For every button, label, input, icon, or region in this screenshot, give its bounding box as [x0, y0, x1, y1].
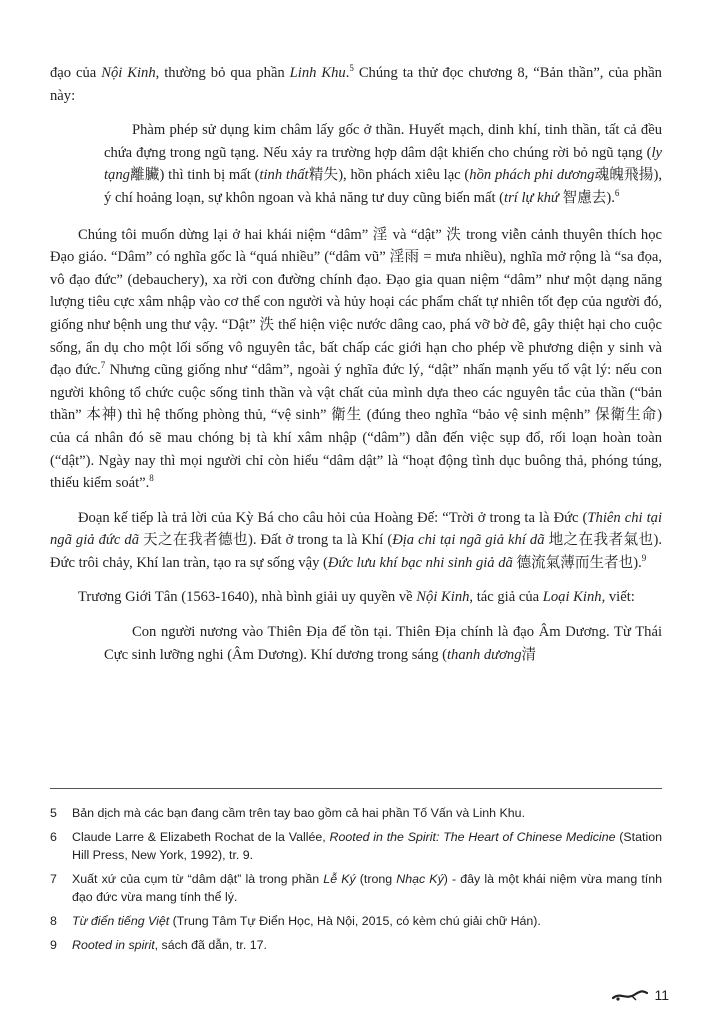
text-run: Nội Kinh [416, 589, 470, 606]
paragraph-2 [50, 224, 662, 495]
text-run: Đoạn kế tiếp là trả lời của Kỳ Bá cho câu hỏi của Hoàng Đế: “Trời ở trong ta là Đức ( [78, 509, 588, 526]
text-run: Trương Giới Tân (1563-1640), nhà bình giải uy quyền về [78, 589, 417, 606]
text-run: (Station Hill Press, New York, 1992), tr. 9. [72, 830, 662, 862]
footnote-ref[interactable]: 5 [349, 63, 354, 74]
text-run: Chúng tôi muốn dừng lại ở hai khái niệm “dâm” 淫 và “dật” 泆 trong viễn cảnh thuyên thích học Đạo giáo. “Dâm” có nghĩa gốc là “quá nhiều” (“dâm vũ” 淫雨 = mưa nhiều), nghĩa mở rộng là “sa đọa, vô đạo đức” (debauchery), xa rời con đường chính đạo. Đạo gia quan niệm “dâm” như một dạng năng lượng tiêu cực xâm nhập vào cơ thể con người và hủy hoại các phẩm chất tự nhiên tốt đẹp của người đó, giống như bệnh ung thư vậy. “Dật” 泆 thể hiện việc nước dâng cao, phá vỡ bờ đê, gây thiệt hại cho cuộc sống, ẩn dụ cho một lối sống vô nguyên tắc, bất chấp các giới hạn cho phép về phương diện y sinh và đạo đức. [50, 226, 662, 379]
footnote-5 [50, 804, 662, 822]
footnote-ref[interactable]: 9 [641, 553, 647, 564]
footnote-9 [50, 936, 662, 954]
paragraph-4 [50, 586, 662, 609]
text-run: tinh thất [259, 167, 309, 184]
text-run: Nhạc Ký [396, 872, 444, 886]
text-run: 精失 [308, 167, 339, 184]
text-run: ) thì tinh bị mất ( [159, 167, 260, 184]
text-run: 魂魄飛揚 [594, 167, 654, 184]
text-run: ), hồn phách xiêu lạc ( [338, 167, 470, 184]
text-run: 地之在我者氣也 [544, 532, 654, 549]
paragraph-3 [50, 507, 662, 575]
paragraph-1 [50, 62, 662, 107]
text-run: thanh dương [447, 646, 522, 663]
text-run: ) - đây là một khái niệm vừa mang tính đạo đức vừa mang tính thể lý. [72, 872, 662, 904]
main-text [50, 62, 662, 680]
footnote-number: 8 [50, 914, 57, 928]
footnote-ref[interactable]: 7 [100, 360, 106, 371]
text-run: Từ điển tiếng Việt [72, 914, 170, 928]
footnote-text [72, 912, 662, 930]
page-number: 11 [654, 987, 669, 1003]
text-run: Bản dịch mà các bạn đang cầm trên tay bao gồm cả hai phần Tố Vấn và Linh Khu. [72, 806, 526, 820]
quote-2 [104, 621, 662, 666]
text-run: Thiên chi tại ngã giả đức dã [50, 509, 662, 549]
text-run: Lễ Ký [323, 872, 356, 886]
text-run: 智慮去 [558, 189, 607, 206]
text-run: ). [633, 554, 642, 571]
text-run: ). Đất ở trong ta là Khí ( [247, 532, 393, 549]
footnote-6 [50, 828, 662, 864]
text-run: Xuất xứ của cụm từ “dâm dật” là trong phần [72, 872, 324, 886]
text-run: Phàm phép sử dụng kim châm lấy gốc ở thần. Huyết mạch, dinh khí, tinh thần, tất cả đều chứa đựng trong ngũ tạng. Nếu xảy ra trường hợp dâm dật khiến cho chúng rời bỏ ngũ tạng ( [104, 122, 662, 161]
text-run: Claude Larre & Elizabeth Rochat de la Vallée, [72, 830, 330, 844]
text-run: Địa chi tại ngã giả khí dã [392, 532, 545, 549]
ink-brush-icon [612, 988, 648, 1002]
text-run: trí lự khứ [504, 189, 559, 206]
text-run: 離臟 [129, 167, 160, 184]
text-run: (trong [355, 872, 397, 886]
footnote-ref[interactable]: 8 [149, 473, 154, 484]
text-run: . [345, 65, 350, 81]
footnote-number: 6 [50, 830, 57, 844]
text-run: Linh Khu [289, 65, 346, 81]
text-run: (Trung Tâm Tự Điển Học, Hà Nội, 2015, có kèm chú giải chữ Hán). [169, 914, 541, 928]
text-run: Rooted in spirit [72, 938, 155, 952]
footnote-number: 7 [50, 872, 57, 886]
footnote-number: 5 [50, 806, 57, 820]
text-run: hồn phách phi dương [469, 167, 595, 184]
footnote-number: 9 [50, 938, 57, 952]
text-run: ). [606, 189, 615, 206]
text-run: Đức lưu khí bạc nhi sinh giả dã [327, 554, 513, 571]
text-run: Nội Kinh [101, 65, 156, 81]
text-run: , tác giả của [469, 589, 543, 606]
text-run: ). Đức trôi chảy, Khí lan tràn, tạo ra sự sống vậy ( [50, 532, 663, 571]
quote-1 [104, 119, 662, 209]
text-run: Con người nương vào Thiên Địa để tồn tại. Thiên Địa chính là đạo Âm Dương. Từ Thái Cực sinh lưỡng nghi (Âm Dương). Khí dương trong sáng ( [104, 624, 662, 663]
text-run: 天之在我者德也 [139, 532, 248, 549]
footnote-7 [50, 870, 662, 906]
footnote-text [72, 804, 662, 822]
text-run: Rooted in the Spirit: The Heart of Chinese Medicine [329, 830, 616, 844]
text-run: ), ý chí hoảng loạn, sự khôn ngoan và khả năng tư duy cũng biến mất ( [104, 167, 662, 206]
page-footer [612, 987, 669, 1003]
text-run: 德流氣薄而生者也 [512, 554, 634, 571]
text-run: ly tạng [104, 144, 662, 184]
text-run: , viết: [601, 589, 635, 606]
text-run: Nhưng cũng giống như “dâm”, ngoài ý nghĩa đức lý, “dật” nhấn mạnh yếu tố vật lý: nếu con người không tổ chức cuộc sống tinh thần và vật chất của mình dựa theo các nguyên tắc của thần (“bản thần” 本神) thì hệ thống phòng thủ, “vệ sinh” 衛生 (đúng theo nghĩa “bảo vệ sinh mệnh” 保衛生命) của cá nhân đó sẽ mau chóng bị tà khí xâm nhập (“dâm”) dẫn đến việc sụp đổ, rối loạn hoàn toàn (“dật”). Ngày nay thì mọi người chỉ còn hiểu “dâm dật” là “hoạt động tình dục buông thả, phóng túng, thiếu kiểm soát”. [50, 362, 663, 492]
footnote-text [72, 870, 662, 906]
text-run: đạo của [50, 65, 102, 81]
text-run: , sách đã dẫn, tr. 17. [154, 938, 267, 952]
text-run: 清 [521, 646, 537, 663]
footnote-text [72, 936, 662, 954]
footnotes [50, 804, 662, 960]
text-run: , thường bỏ qua phần [155, 65, 290, 81]
footnote-ref[interactable]: 6 [614, 188, 620, 199]
footnote-divider [50, 788, 662, 789]
footnote-8 [50, 912, 662, 930]
footnote-text [72, 828, 662, 864]
text-run: Loại Kinh [542, 589, 602, 606]
text-run: Chúng ta thử đọc chương 8, “Bản thần”, của phần này: [50, 65, 662, 104]
